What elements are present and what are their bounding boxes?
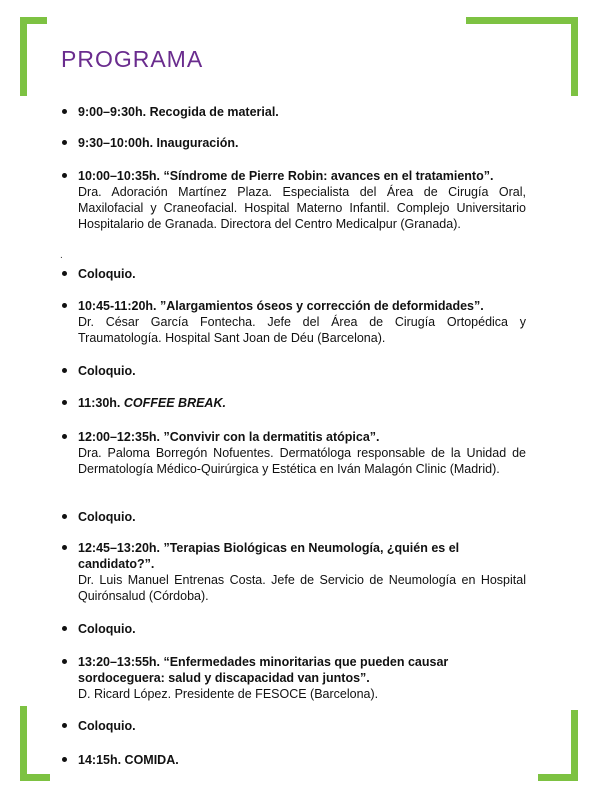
program-item [60, 654, 526, 702]
program-item-heading: 13:20–13:55h. “Enfermedades minoritarias que pueden causar sordoceguera: salud y discapacidad van juntos”. [78, 655, 449, 685]
program-item [60, 104, 526, 120]
corner-bottom-right-vertical [571, 710, 578, 781]
program-item [60, 429, 526, 477]
program-item [60, 752, 526, 768]
program-item [60, 298, 526, 346]
program-item-heading: Coloquio. [78, 267, 136, 281]
program-item [60, 266, 526, 282]
program-item-description: Dr. César García Fontecha. Jefe del Área de Cirugía Ortopédica y Traumatología. Hospital Sant Joan de Déu (Barcelona). [78, 315, 526, 345]
program-item-description: Dr. Luis Manuel Entrenas Costa. Jefe de Servicio de Neumología en Hospital Quirónsalud (Córdoba). [78, 573, 526, 603]
program-item-heading: 9:00–9:30h. Recogida de material. [78, 105, 279, 119]
program-item [60, 621, 526, 637]
program-item [60, 363, 526, 379]
program-item-heading: 14:15h. COMIDA. [78, 753, 179, 767]
corner-top-right-horizontal [466, 17, 578, 24]
program-item [60, 509, 526, 525]
program-item-heading: Coloquio. [78, 719, 136, 733]
separator-dot: . [60, 250, 63, 261]
program-item-heading: 9:30–10:00h. Inauguración. [78, 136, 239, 150]
program-item [60, 718, 526, 734]
corner-bottom-left-horizontal [20, 774, 50, 781]
corner-bottom-right-horizontal [538, 774, 578, 781]
program-item-heading: Coloquio. [78, 622, 136, 636]
program-item-heading: Coloquio. [78, 510, 136, 524]
program-item-description: Dra. Adoración Martínez Plaza. Especialista del Área de Cirugía Oral, Maxilofacial y Craneofacial. Hospital Materno Infantil. Complejo Universitario Hospitalario de Granada. Directora del Centro Medicalpur (Granada). [78, 185, 526, 231]
program-item-heading: 12:00–12:35h. ”Convivir con la dermatitis atópica”. [78, 430, 380, 444]
program-item-description: D. Ricard López. Presidente de FESOCE (Barcelona). [78, 687, 379, 701]
program-item [60, 168, 526, 232]
corner-top-right-vertical [571, 17, 578, 96]
program-item-description: Dra. Paloma Borregón Nofuentes. Dermatóloga responsable de la Unidad de Dermatología Médico-Quirúrgica y Estética en Iván Malagón Clinic (Madrid). [78, 446, 526, 476]
program-item-heading: 12:45–13:20h. ”Terapias Biológicas en Neumología, ¿quién es el candidato?”. [78, 541, 460, 571]
page-title: PROGRAMA [61, 46, 204, 72]
program-item-heading: 10:45-11:20h. ”Alargamientos óseos y corrección de deformidades”. [78, 299, 484, 313]
program-item-time: 11:30h. [78, 396, 121, 410]
program-item-heading [78, 395, 526, 411]
program-item [60, 135, 526, 151]
corner-top-left-vertical [20, 17, 27, 96]
program-item-italic-label: COFFEE BREAK. [123, 396, 226, 410]
program-item-heading: Coloquio. [78, 364, 136, 378]
corner-bottom-left-vertical [20, 706, 27, 781]
program-item-heading: 10:00–10:35h. “Síndrome de Pierre Robin: avances en el tratamiento”. [78, 169, 494, 183]
program-item [60, 540, 526, 604]
program-item [60, 395, 526, 411]
